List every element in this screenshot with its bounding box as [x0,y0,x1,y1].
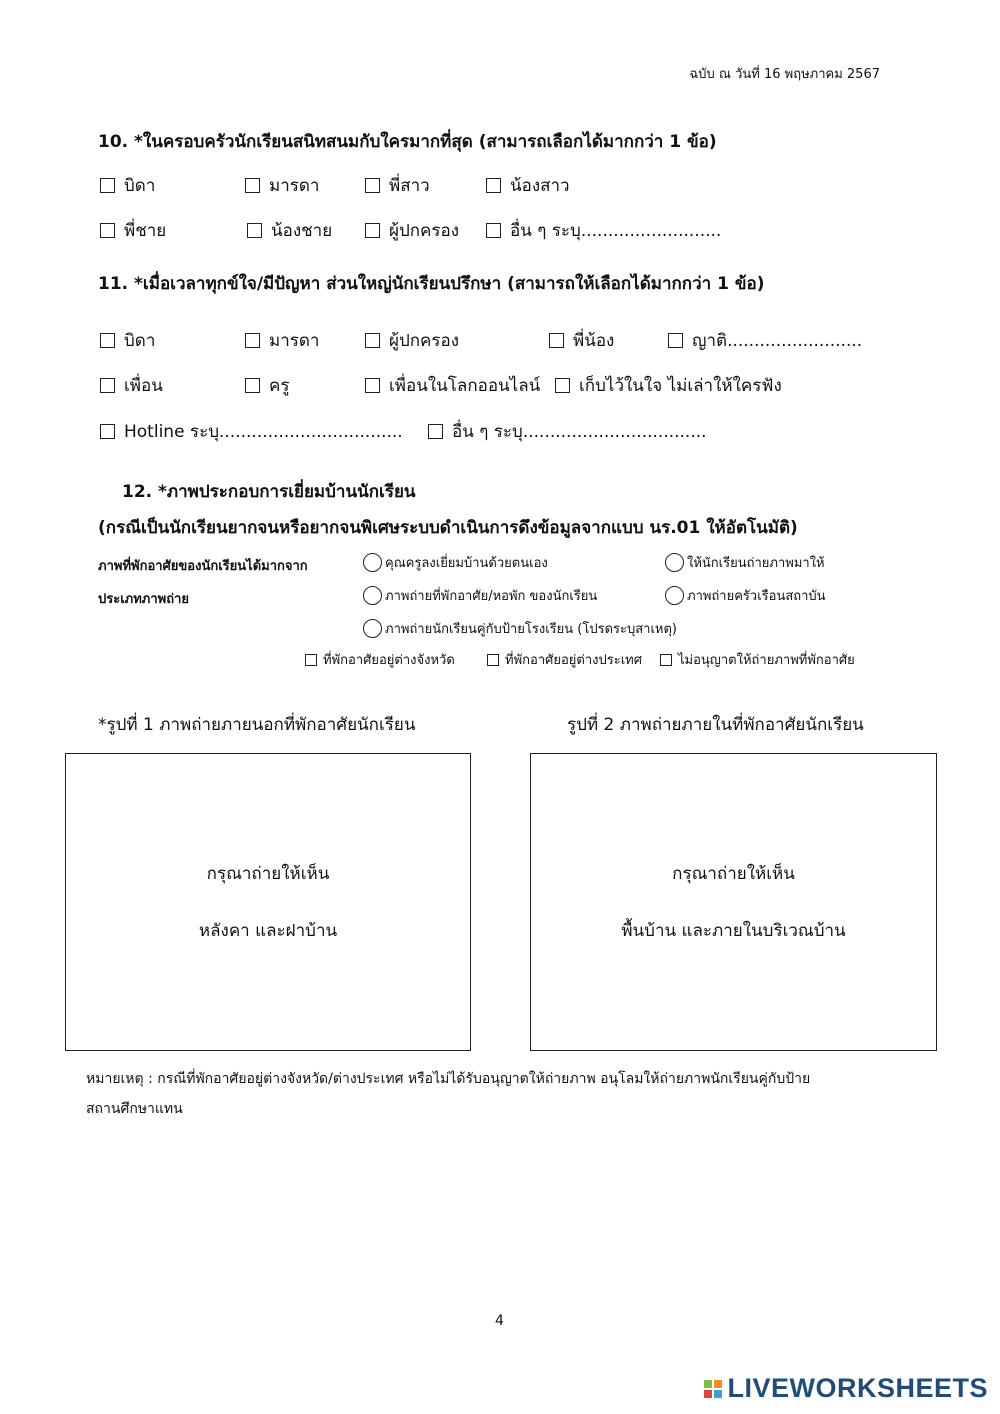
q10-option-younger-sister[interactable]: น้องสาว [486,172,570,199]
note-line-1: หมายเหตุ : กรณีที่พักอาศัยอยู่ต่างจังหวัด/ต่างประเทศ หรือไม่ได้รับอนุญาตให้ถ่ายภาพ อนุโลมให้ถ่ายภาพนักเรียนคู่กับป้าย [86,1071,811,1087]
checkbox[interactable] [660,654,672,666]
q10-option-father[interactable]: บิดา [100,172,155,199]
q11-option-relative[interactable]: ญาติ......................... [668,327,862,354]
checkbox[interactable] [245,378,260,393]
q10-option-mother[interactable]: มารดา [245,172,319,199]
q10-option-older-sister[interactable]: พี่สาว [365,172,430,199]
checkbox[interactable] [486,178,501,193]
document-date: ฉบับ ณ วันที่ 16 พฤษภาคม 2567 [689,67,880,82]
photo-2-caption: รูปที่ 2 ภาพถ่ายภายในที่พักอาศัยนักเรียน [567,715,864,735]
checkbox[interactable] [245,333,260,348]
q11-option-hotline[interactable]: Hotline ระบุ.................................. [100,418,403,445]
reason-option-other-province[interactable]: ที่พักอาศัยอยู่ต่างจังหวัด [305,649,455,670]
page-number: 4 [495,1313,504,1329]
q11-option-online-friend[interactable]: เพื่อนในโลกออนไลน์ [365,372,540,399]
checkbox[interactable] [100,333,115,348]
q10-option-older-brother[interactable]: พี่ชาย [100,217,166,244]
type-option-institution[interactable]: ภาพถ่ายครัวเรือนสถาบัน [665,585,826,606]
photo-1-instruction-line-1: กรุณาถ่ายให้เห็น [206,864,330,884]
photo-1-upload-area[interactable] [65,753,471,1051]
q11-option-teacher[interactable]: ครู [245,372,290,399]
photo-2-upload-area[interactable] [530,753,937,1051]
checkbox[interactable] [365,333,380,348]
checkbox[interactable] [245,178,260,193]
source-option-teacher-visit[interactable]: คุณครูลงเยี่ยมบ้านด้วยตนเอง [363,552,548,573]
checkbox[interactable] [100,424,115,439]
checkbox[interactable] [100,378,115,393]
checkbox[interactable] [487,654,499,666]
q11-option-siblings[interactable]: พี่น้อง [549,327,614,354]
q11-option-keep-to-self[interactable]: เก็บไว้ในใจ ไม่เล่าให้ใครฟัง [555,372,782,399]
photo-2-instruction-line-1: กรุณาถ่ายให้เห็น [672,864,795,884]
checkbox[interactable] [100,178,115,193]
radio-button[interactable] [665,586,684,605]
note-line-2: สถานศึกษาแทน [86,1101,183,1117]
checkbox[interactable] [486,223,501,238]
checkbox[interactable] [305,654,317,666]
radio-button[interactable] [363,553,382,572]
question-11-title: 11. *เมื่อเวลาทุกข์ใจ/มีปัญหา ส่วนใหญ่นักเรียนปรึกษา (สามารถให้เลือกได้มากกว่า 1 ข้อ) [98,274,765,294]
question-10-title: 10. *ในครอบครัวนักเรียนสนิทสนมกับใครมากที่สุด (สามารถเลือกได้มากกว่า 1 ข้อ) [98,132,717,152]
logo-mark-icon [704,1380,722,1398]
photo-2-instruction-line-2: พื้นบ้าน และภายในบริเวณบ้าน [621,921,846,941]
q11-option-friend[interactable]: เพื่อน [100,372,163,399]
q11-option-guardian[interactable]: ผู้ปกครอง [365,327,459,354]
photo-1-instruction-line-2: หลังคา และฝาบ้าน [198,921,338,941]
q10-option-guardian[interactable]: ผู้ปกครอง [365,217,459,244]
checkbox[interactable] [555,378,570,393]
liveworksheets-logo [704,1373,988,1404]
question-12-title: 12. *ภาพประกอบการเยี่ยมบ้านนักเรียน [122,482,416,502]
question-12-subtitle: (กรณีเป็นนักเรียนยากจนหรือยากจนพิเศษระบบดำเนินการดึงข้อมูลจากแบบ นร.01 ให้อัตโนมัติ) [98,518,798,538]
photo-1-caption: *รูปที่ 1 ภาพถ่ายภายนอกที่พักอาศัยนักเรียน [98,715,416,735]
radio-button[interactable] [363,619,382,638]
q11-option-mother[interactable]: มารดา [245,327,319,354]
checkbox[interactable] [549,333,564,348]
photo-source-label: ภาพที่พักอาศัยของนักเรียนได้มากจาก [98,559,308,574]
q10-option-other[interactable]: อื่น ๆ ระบุ.......................... [486,217,721,244]
checkbox[interactable] [100,223,115,238]
q10-option-younger-brother[interactable]: น้องชาย [247,217,332,244]
checkbox[interactable] [247,223,262,238]
reason-option-abroad[interactable]: ที่พักอาศัยอยู่ต่างประเทศ [487,649,642,670]
logo-text: LIVEWORKSHEETS [727,1373,988,1403]
reason-option-not-permitted[interactable]: ไม่อนุญาตให้ถ่ายภาพที่พักอาศัย [660,649,855,670]
checkbox[interactable] [428,424,443,439]
radio-button[interactable] [665,553,684,572]
q11-option-other[interactable]: อื่น ๆ ระบุ.................................. [428,418,707,445]
checkbox[interactable] [365,223,380,238]
type-option-residence[interactable]: ภาพถ่ายที่พักอาศัย/หอพัก ของนักเรียน [363,585,597,606]
photo-type-label: ประเภทภาพถ่าย [98,592,190,607]
q11-option-father[interactable]: บิดา [100,327,155,354]
radio-button[interactable] [363,586,382,605]
checkbox[interactable] [668,333,683,348]
type-option-school-sign[interactable]: ภาพถ่ายนักเรียนคู่กับป้ายโรงเรียน (โปรดระบุสาเหตุ) [363,618,677,639]
source-option-student-photo[interactable]: ให้นักเรียนถ่ายภาพมาให้ [665,552,825,573]
checkbox[interactable] [365,378,380,393]
checkbox[interactable] [365,178,380,193]
